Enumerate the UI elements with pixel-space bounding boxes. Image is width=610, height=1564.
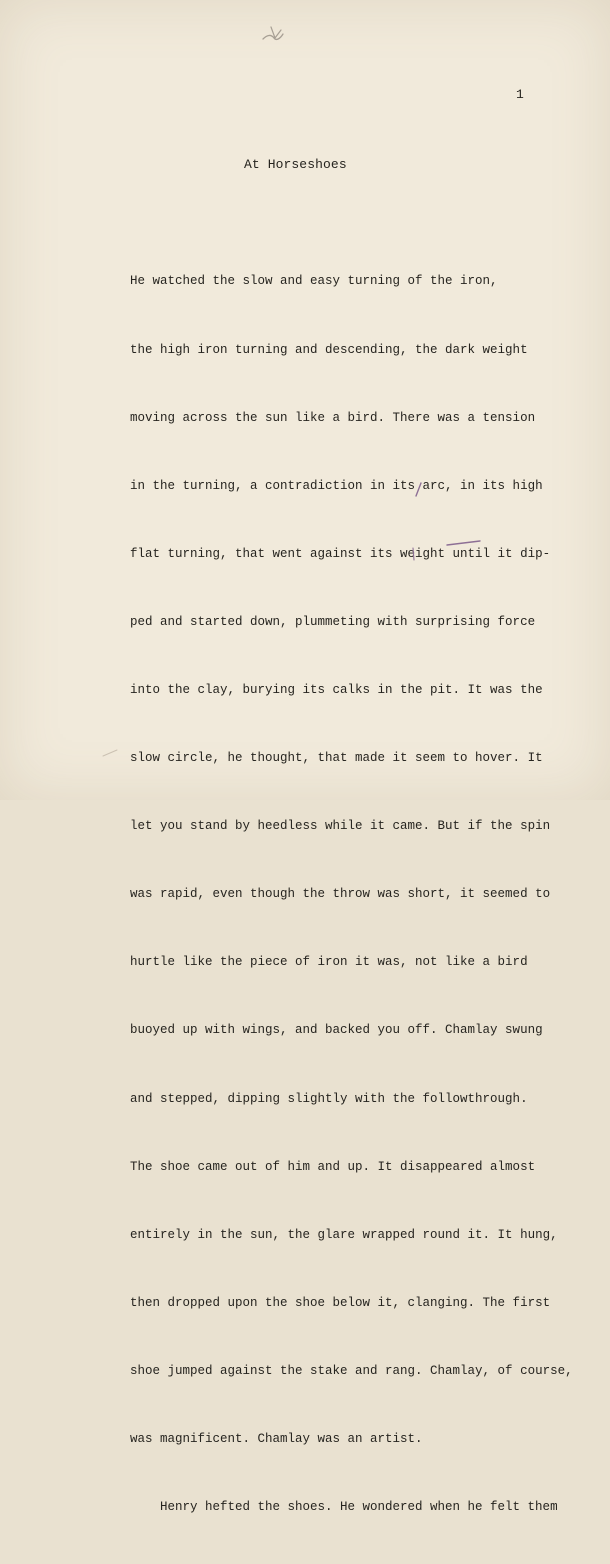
text-line-11: hurtle like the piece of iron it was, not like a bird — [130, 955, 528, 970]
body-text — [130, 225, 573, 1564]
text-line-18: was magnificent. Chamlay was an artist. — [130, 1432, 423, 1446]
text-line-2: the high iron turning and descending, the dark weight — [130, 342, 528, 357]
text-line-8: slow circle, he thought, that made it seem to hover. It — [130, 751, 543, 766]
page-number: 1 — [516, 87, 524, 102]
text-line-14: The shoe came out of him and up. It disappeared almost — [130, 1159, 536, 1174]
text-line-10: was rapid, even though the throw was short, it seemed to — [130, 887, 551, 902]
text-line-7: into the clay, burying its calks in the pit. It was the — [130, 682, 543, 697]
text-line-9: let you stand by heedless while it came. But if the spin — [130, 819, 551, 834]
text-line-12: buoyed up with wings, and backed you off. Chamlay swung — [130, 1023, 543, 1038]
text-line-4: in the turning, a contradiction in its arc, in its high — [130, 478, 543, 493]
text-line-6: ped and started down, plummeting with surprising force — [130, 614, 536, 629]
text-line-17: shoe jumped against the stake and rang. Chamlay, of course, — [130, 1363, 573, 1378]
text-line-19: Henry hefted the shoes. He wondered when he felt them — [160, 1500, 558, 1515]
text-line-1: He watched the slow and easy turning of the iron, — [130, 274, 498, 289]
text-line-3: moving across the sun like a bird. There was a tension — [130, 410, 536, 425]
text-line-5: flat turning, that went against its weight until it dip- — [130, 546, 551, 561]
page-title: At Horseshoes — [244, 157, 347, 172]
text-line-13: and stepped, dipping slightly with the followthrough. — [130, 1091, 528, 1106]
faint-margin-mark — [103, 750, 117, 756]
text-line-15: entirely in the sun, the glare wrapped round it. It hung, — [130, 1227, 558, 1242]
text-line-16: then dropped upon the shoe below it, clanging. The first — [130, 1295, 551, 1310]
pencil-mark-icon — [259, 20, 289, 50]
